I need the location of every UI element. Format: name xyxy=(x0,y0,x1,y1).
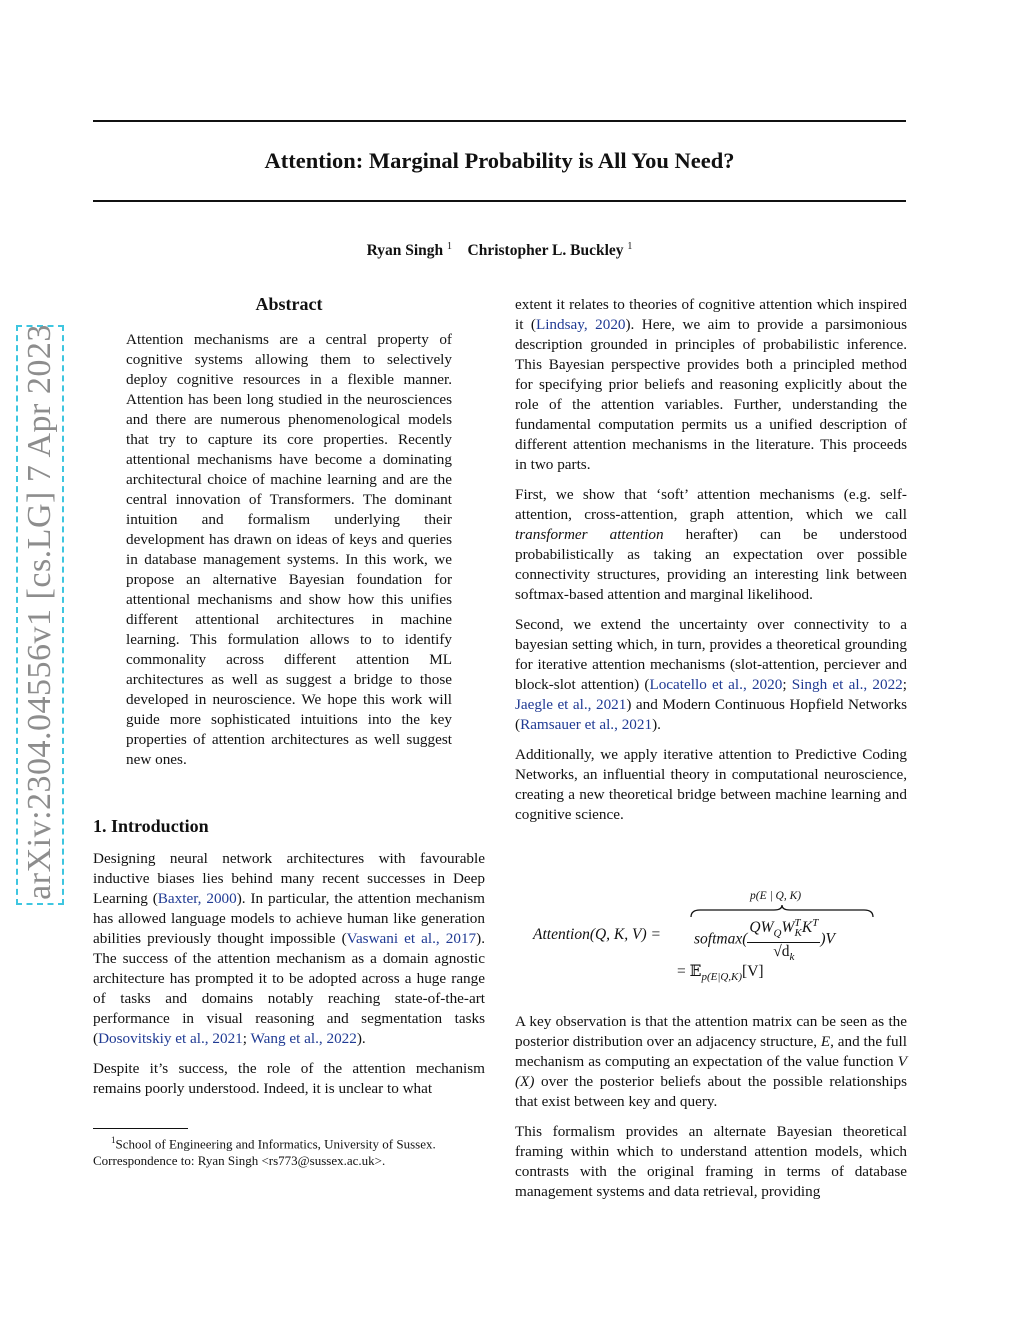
footnote: $^1$School of Engineering and Informatics, University of Sussex. Correspondence to: Ryan Singh <rs773@sussex.ac.uk>. xyxy=(93,1135,436,1169)
citation-link[interactable]: Vaswani et al., 2017 xyxy=(346,930,477,947)
paper-title: Attention: Marginal Probability is All You Need? xyxy=(264,148,735,173)
abstract-paragraph: Attention mechanisms are a central property of cognitive systems allowing them to selectively deploy cognitive resources in a flexible manner. Attention has been long studied in the neurosciences and there are numerous phenomenological models that try to capture its core properties. Recently attentional mechanisms have become a dominating architectural choice of machine learning and are the central innovation of Transformers. The dominant intuition and formalism underlying their development has drawn on ideas of keys and queries in database management systems. In this work, we propose an alternative Bayesian foundation for attentional mechanisms and show how this unifies different attentional architectures in machine learning. This formulation allows to to identify commonality across different attention ML architectures as well as suggest a bridge to those developed in neuroscience. We hope this work will guide more sophisticated intuitions into the key properties of attention architectures as well suggest new ones. xyxy=(126,331,452,768)
citation-link[interactable]: Locatello et al., 2020 xyxy=(649,676,783,693)
footnote-rule xyxy=(93,1128,188,1129)
title-bottom-rule xyxy=(93,200,906,202)
author-name: Ryan Singh xyxy=(366,242,444,260)
title-top-rule xyxy=(93,120,906,122)
abstract-text xyxy=(126,330,452,780)
author-affiliation: 1 xyxy=(627,241,633,252)
paragraph: First, we show that ‘soft’ attention mechanisms (e.g. self-attention, cross-attention, graph attention, which we call transformer attention herafter) can be understood probabilistically as taking an expectation over possible connectivity structures, providing an interesting link between softmax-based attention and marginal likelihood. xyxy=(515,486,907,603)
paragraph: Additionally, we apply iterative attention to Predictive Coding Networks, an influential theory in computational neuroscience, creating a new theoretical bridge between machine learning and cognitive science. xyxy=(515,746,907,823)
citation-link[interactable]: Lindsay, 2020 xyxy=(535,316,626,333)
paragraph: This formalism provides an alternate Bayesian theoretical framing within which to understand attention models, which contrasts with the original framing in terms of database management systems and data retrieval, providing xyxy=(515,1123,907,1200)
equation-expectation: = 𝔼$_{p(E|Q,K)}$[V] xyxy=(677,963,764,984)
paragraph: A key observation is that the attention matrix can be seen as the posterior distribution over an adjacency structure, E, and the full mechanism as computing an expectation of the value function V (X) over the posterior beliefs about the possible relationships that exist between key and query. xyxy=(515,1013,907,1110)
citation-link[interactable]: Jaegle et al., 2021 xyxy=(515,696,627,713)
citation-link[interactable]: Ramsauer et al., 2021 xyxy=(520,716,653,733)
equation-rhs: softmax( $\frac{QW_QW^T_KK^T}{√d_k}$ )V xyxy=(694,914,835,966)
citation-link[interactable]: Dosovitskiy et al., 2021 xyxy=(98,1030,243,1047)
arxiv-identifier: arXiv:2304.04556v1 [cs.LG] 7 Apr 2023 xyxy=(21,324,58,900)
citation-link[interactable]: Wang et al., 2022 xyxy=(250,1030,357,1047)
citation-link[interactable]: Baxter, 2000 xyxy=(157,890,237,907)
author-name: Christopher L. Buckley xyxy=(467,242,624,260)
paragraph: Designing neural network architectures with favourable inductive biases lies behind many recent successes in Deep Learning (Baxter, 2000). In particular, the attention mechanism has allowed language models to achieve human like generation abilities previously thought impossible (Vaswani et al., 2017). The success of the attention mechanism as a domain agnostic architecture has prompted it to be adopted across a huge range of tasks and domains notably reaching state-of-the-art performance in visual reasoning and segmentation tasks (Dosovitskiy et al., 2021; Wang et al., 2022). xyxy=(93,850,485,1047)
brace-label: p(E | Q, K) xyxy=(750,890,802,902)
paragraph: Despite it’s success, the role of the attention mechanism remains poorly understood. Indeed, it is unclear to what xyxy=(93,1060,485,1097)
citation-link[interactable]: Singh et al., 2022 xyxy=(791,676,903,693)
equation-lhs: Attention(Q, K, V) = xyxy=(533,926,661,943)
author-affiliation: 1 xyxy=(447,241,453,252)
paragraph: Second, we extend the uncertainty over connectivity to a bayesian setting which, in turn, provides a theoretical grounding for iterative attention mechanisms (slot-attention, perciever and block-slot attention) (Locatello et al., 2020; Singh et al., 2022; Jaegle et al., 2021) and Modern Continuous Hopfield Networks (Ramsauer et al., 2021). xyxy=(515,616,907,733)
attention-equation xyxy=(520,888,920,988)
right-column-lower xyxy=(515,1012,907,1212)
right-column xyxy=(515,295,907,835)
introduction-column xyxy=(93,849,485,1109)
section-heading-introduction: 1. Introduction xyxy=(93,816,209,836)
abstract-heading: Abstract xyxy=(255,294,323,314)
author-list xyxy=(93,236,906,262)
paragraph: extent it relates to theories of cognitive attention which inspired it (Lindsay, 2020). Here, we aim to provide a parsimonious description grounded in principles of probabilistic inference. This Bayesian perspective provides both a principled method for specifying prior beliefs and reasoning explicitly about the role of the attention variables. Further, understanding the fundamental computation permits us a unified description of different attention mechanisms in the literature. This proceeds in two parts. xyxy=(515,296,907,473)
